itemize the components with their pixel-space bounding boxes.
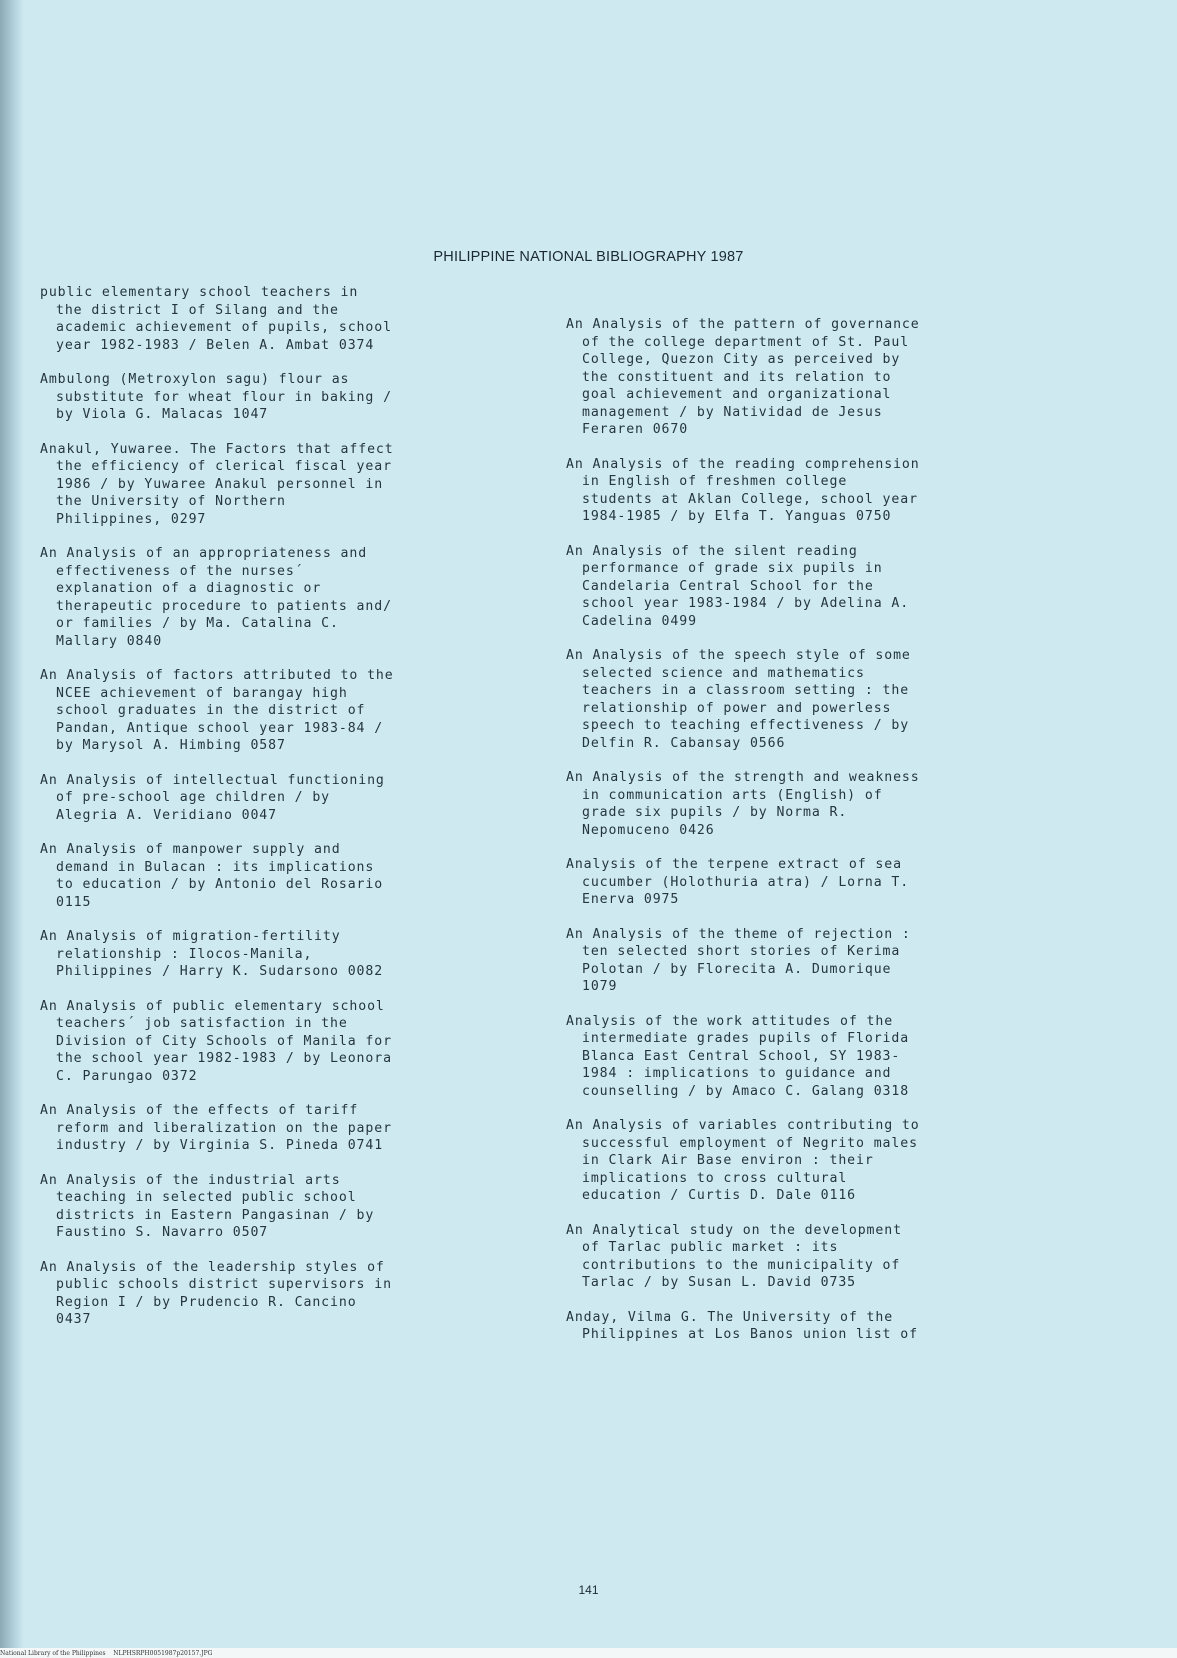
bibliography-entry: An Analysis of the theme of rejection : ten selected short stories of Kerima Polotan / by Florecita A. Dumorique 1079: [566, 926, 911, 994]
bibliography-entry: An Analysis of intellectual functioning of pre-school age children / by Alegria A. Veridiano 0047: [40, 772, 385, 823]
left-column: [40, 284, 560, 1346]
bibliography-entry: An Analysis of variables contributing to successful employment of Negrito males in Clark Air Base environ : their implications to cross cultural education / Curtis D. Dale 0116: [566, 1118, 920, 1203]
page-title: PHILIPPINE NATIONAL BIBLIOGRAPHY 1987: [433, 249, 744, 265]
bibliography-entry: Anday, Vilma G. The University of the Philippines at Los Banos union list of: [566, 1309, 918, 1342]
bibliography-entry: An Analysis of the speech style of some selected science and mathematics teachers in a classroom setting : the relationship of power and powerless speech to teaching effectiveness / by Delfin R. Cabansay 0566: [566, 648, 911, 751]
bibliography-entry: An Analysis of the industrial arts teaching in selected public school districts in Eastern Pangasinan / by Faustino S. Navarro 0507: [40, 1172, 375, 1240]
bibliography-entry: An Analysis of the pattern of governance of the college department of St. Paul College, Quezon City as perceived by the constituent and its relation to goal achievement and organizational management / by Natividad de Jesus Feraren 0670: [566, 317, 920, 437]
scan-footer: National Library of the Philippines NLPHSRPH0051987p20157.JPG: [0, 1650, 213, 1657]
bibliography-entry: An Analysis of the leadership styles of public schools district supervisors in Region I / by Prudencio R. Cancino 0437: [40, 1259, 392, 1327]
bibliography-entry: An Analysis of an appropriateness and effectiveness of the nurses´ explanation of a diagnostic or therapeutic procedure to patients and/ or families / by Ma. Catalina C. Mallary 0840: [40, 546, 392, 649]
bibliography-entry: An Analysis of manpower supply and demand in Bulacan : its implications to education / by Antonio del Rosario 0115: [40, 842, 384, 910]
bibliography-entry: Ambulong (Metroxylon sagu) flour as substitute for wheat flour in baking / by Viola G. Malacas 1047: [40, 372, 392, 422]
bibliography-entry: An Analytical study on the development of Tarlac public market : its contributions to the municipality of Tarlac / by Susan L. David 0735: [566, 1222, 902, 1290]
right-column: [566, 316, 1066, 1361]
bibliography-entry: Anakul, Yuwaree. The Factors that affect the efficiency of clerical fiscal year 1986 / by Yuwaree Anakul personnel in the University of Northern Philippines, 0297: [40, 441, 394, 527]
bibliography-entry: An Analysis of migration-fertility relationship : Ilocos-Manila, Philippines / Harry K. Sudarsono 0082: [40, 929, 384, 979]
bibliography-entry: An Analysis of the strength and weakness in communication arts (English) of grade six pupils / by Norma R. Nepomuceno 0426: [566, 770, 920, 838]
bibliography-entry: Analysis of the terpene extract of sea cucumber (Holothuria atra) / Lorna T. Enerva 0975: [566, 857, 910, 907]
bibliography-entry: An Analysis of factors attributed to the NCEE achievement of barangay high school graduates in the district of Pandan, Antique school year 1983-84 / by Marysol A. Himbing 0587: [40, 668, 394, 753]
bibliography-entry: An Analysis of public elementary school teachers´ job satisfaction in the Division of City Schools of Manila for the school year 1982-1983 / by Leonora C. Parungao 0372: [40, 998, 392, 1084]
bibliography-entry: Analysis of the work attitudes of the intermediate grades pupils of Florida Blanca East Central School, SY 1983- 1984 : implications to guidance and counselling / by Amaco C. Galang 0318: [566, 1013, 910, 1099]
footer-strip: [0, 1648, 1177, 1658]
bibliography-entry: An Analysis of the effects of tariff reform and liberalization on the paper industry / by Virginia S. Pineda 0741: [40, 1103, 392, 1153]
bibliography-entry: An Analysis of the reading comprehension in English of freshmen college students at Aklan College, school year 1984-1985 / by Elfa T. Yanguas 0750: [566, 456, 920, 524]
bibliography-entry: public elementary school teachers in the district I of Silang and the academic achievement of pupils, school year 1982-1983 / Belen A. Ambat 0374: [40, 285, 392, 353]
bibliography-entry: An Analysis of the silent reading performance of grade six pupils in Candelaria Central School for the school year 1983-1984 / by Adelina A. Cadelina 0499: [566, 543, 910, 629]
page-number: 141: [578, 1583, 599, 1597]
